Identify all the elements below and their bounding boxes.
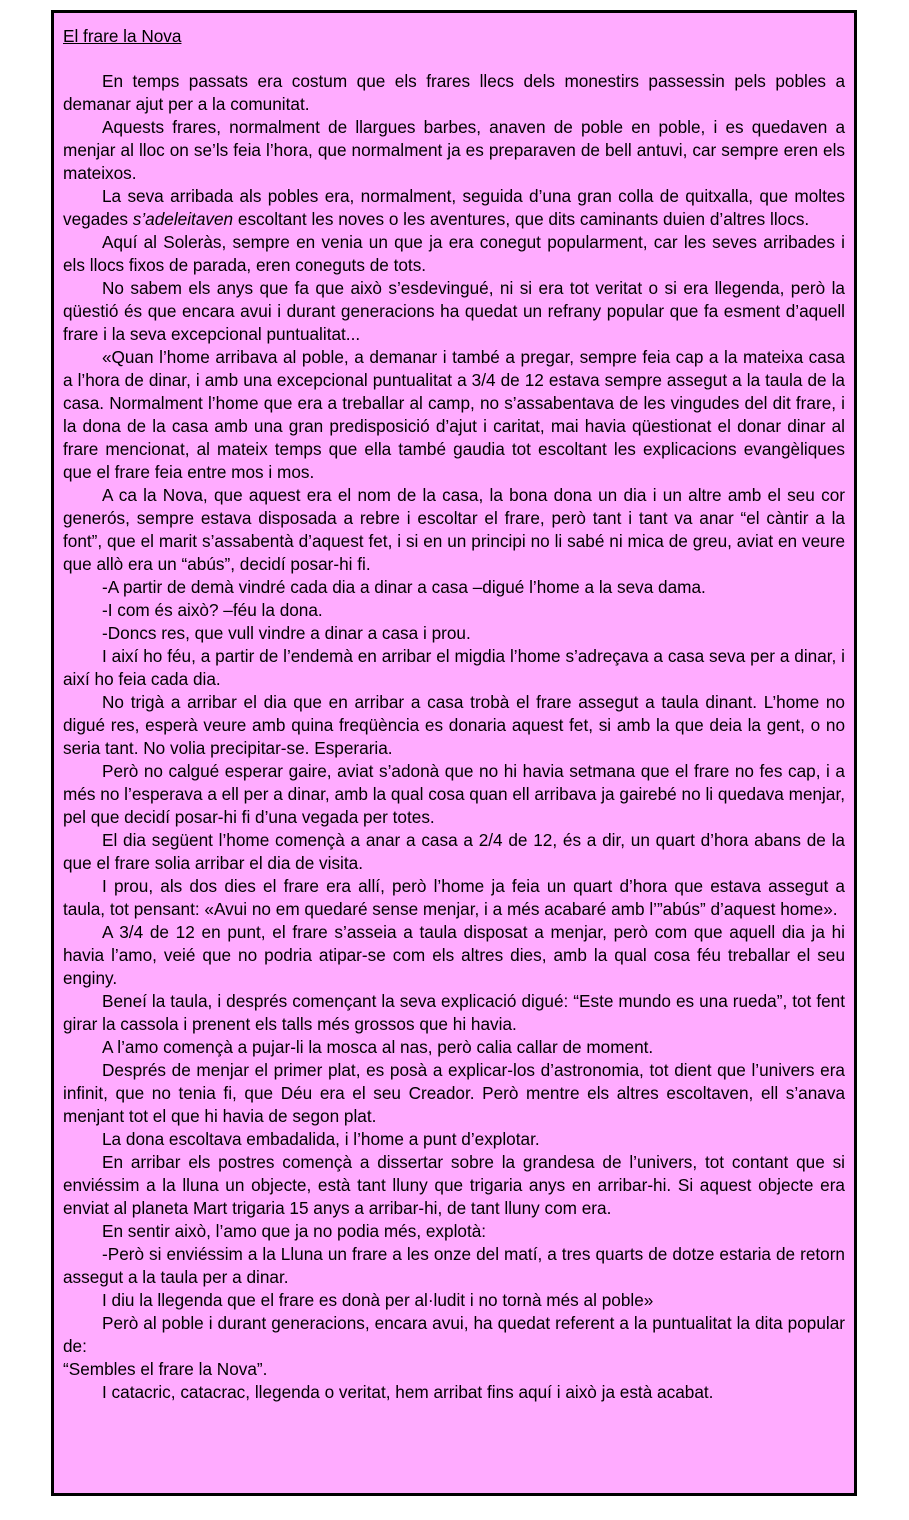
paragraph: -Doncs res, que vull vindre a dinar a casa i prou. — [102, 623, 471, 643]
paragraph: El dia següent l’home començà a anar a casa a 2/4 de 12, és a dir, un quart d’hora abans de la que el frare solia arribar el dia de visita. — [63, 830, 845, 873]
document-body — [63, 25, 845, 1404]
paragraph: I catacric, catacrac, llegenda o veritat, hem arribat fins aquí i això ja està acabat. — [102, 1382, 714, 1402]
document-title: El frare la Nova — [63, 26, 182, 46]
paragraph: “Sembles el frare la Nova”. — [63, 1359, 268, 1379]
paragraph: -A partir de demà vindré cada dia a dinar a casa –digué l’home a la seva dama. — [102, 577, 706, 597]
paragraph: A ca la Nova, que aquest era el nom de la casa, la bona dona un dia i un altre amb el seu cor generós, sempre estava disposada a rebre i escoltar el frare, però tant i tant va anar “el càntir a la font”, que el marit s’assabentà d’aquest fet, i si en un principi no li sabé ni mica de greu, aviat en veure que allò era un “abús”, decidí posar-hi fi. — [63, 485, 845, 574]
paragraph-text: escoltant les noves o les aventures, que dits caminants duien d’altres llocs. — [233, 209, 810, 229]
paragraph: En temps passats era costum que els frares llecs dels monestirs passessin pels pobles a demanar ajut per a la comunitat. — [63, 71, 845, 114]
paragraph: I diu la llegenda que el frare es donà per al·ludit i no tornà més al poble» — [102, 1290, 654, 1310]
paragraph-list — [63, 70, 845, 1404]
paragraph: I així ho féu, a partir de l’endemà en arribar el migdia l’home s’adreçava a casa seva per a dinar, i així ho feia cada dia. — [63, 646, 845, 689]
paragraph: Aquí al Soleràs, sempre en venia un que ja era conegut popularment, car les seves arribades i els llocs fixos de parada, eren coneguts de tots. — [63, 232, 845, 275]
paragraph: No sabem els anys que fa que això s’esdevingué, ni si era tot veritat o si era llegenda, però la qüestió és que encara avui i durant generacions ha quedat un refrany popular que fa esment d’aquell frare i la seva excepcional puntualitat... — [63, 278, 845, 344]
paragraph: No trigà a arribar el dia que en arribar a casa trobà el frare assegut a taula dinant. L’home no digué res, esperà veure amb quina freqüència es donaria aquest fet, si amb la que deia la gent, o no seria tant. No volia precipitar-se. Esperaria. — [63, 692, 845, 758]
paragraph: A l’amo començà a pujar-li la mosca al nas, però calia callar de moment. — [102, 1037, 654, 1057]
paragraph: «Quan l’home arribava al poble, a demanar i també a pregar, sempre feia cap a la mateixa casa a l’hora de dinar, i amb una excepcional puntualitat a 3/4 de 12 estava sempre assegut a la taula de la casa. Normalment l’home que era a treballar al camp, no s’assabentava de les vingudes del dit frare, i la dona de la casa amb una gran predisposició d’ajut i caritat, mai havia qüestionat el donar dinar al frare mencionat, al mateix temps que ella també gaudia tot escoltant les explicacions evangèliques que el frare feia entre mos i mos. — [63, 347, 845, 482]
paragraph: Beneí la taula, i després començant la seva explicació digué: “Este mundo es una rueda”, tot fent girar la cassola i prenent els talls més grossos que hi havia. — [63, 991, 845, 1034]
paragraph: La dona escoltava embadalida, i l’home a punt d’explotar. — [102, 1129, 540, 1149]
paragraph: -Però si enviéssim a la Lluna un frare a les onze del matí, a tres quarts de dotze estaria de retorn assegut a la taula per a dinar. — [63, 1244, 845, 1287]
document-frame — [51, 10, 857, 1496]
paragraph: Després de menjar el primer plat, es posà a explicar-los d’astronomia, tot dient que l’univers era infinit, que no tenia fi, que Déu era el seu Creador. Però mentre els altres escoltaven, ell s’anava menjant tot el que hi havia de segon plat. — [63, 1060, 845, 1126]
paragraph-text: La seva arribada als pobles era, normalment, seguida d’una gran colla de quitxalla, que moltes vegades — [63, 186, 845, 229]
paragraph: En sentir això, l’amo que ja no podia més, explotà: — [102, 1221, 487, 1241]
paragraph: -I com és això? –féu la dona. — [102, 600, 323, 620]
paragraph: En arribar els postres començà a dissertar sobre la grandesa de l’univers, tot contant que si enviéssim a la lluna un objecte, està tant lluny que trigaria anys en arribar-hi. Si aquest objecte era enviat al planeta Mart trigaria 15 anys a arribar-hi, de tant lluny com era. — [63, 1152, 845, 1218]
italic-word: s’adeleitaven — [132, 209, 234, 229]
paragraph: A 3/4 de 12 en punt, el frare s’asseia a taula disposat a menjar, però com que aquell dia ja hi havia l’amo, veié que no podria atipar-se com els altres dies, amb la qual cosa féu treballar el seu enginy. — [63, 922, 845, 988]
paragraph — [63, 185, 845, 231]
paragraph: I prou, als dos dies el frare era allí, però l’home ja feia un quart d’hora que estava assegut a taula, tot pensant: «Avui no em quedaré sense menjar, i a més acabaré amb l’”abús” d’aquest home». — [63, 876, 845, 919]
paragraph: Però al poble i durant generacions, encara avui, ha quedat referent a la puntualitat la dita popular de: — [63, 1313, 845, 1356]
paragraph: Però no calgué esperar gaire, aviat s’adonà que no hi havia setmana que el frare no fes cap, i a més no l’esperava a ell per a dinar, amb la qual cosa quan ell arribava ja gairebé no li quedava menjar, pel que decidí posar-hi fi d’una vegada per totes. — [63, 761, 845, 827]
paragraph: Aquests frares, normalment de llargues barbes, anaven de poble en poble, i es quedaven a menjar al lloc on se’ls feia l’hora, que normalment ja es preparaven de bell antuvi, car sempre eren els mateixos. — [63, 117, 845, 183]
